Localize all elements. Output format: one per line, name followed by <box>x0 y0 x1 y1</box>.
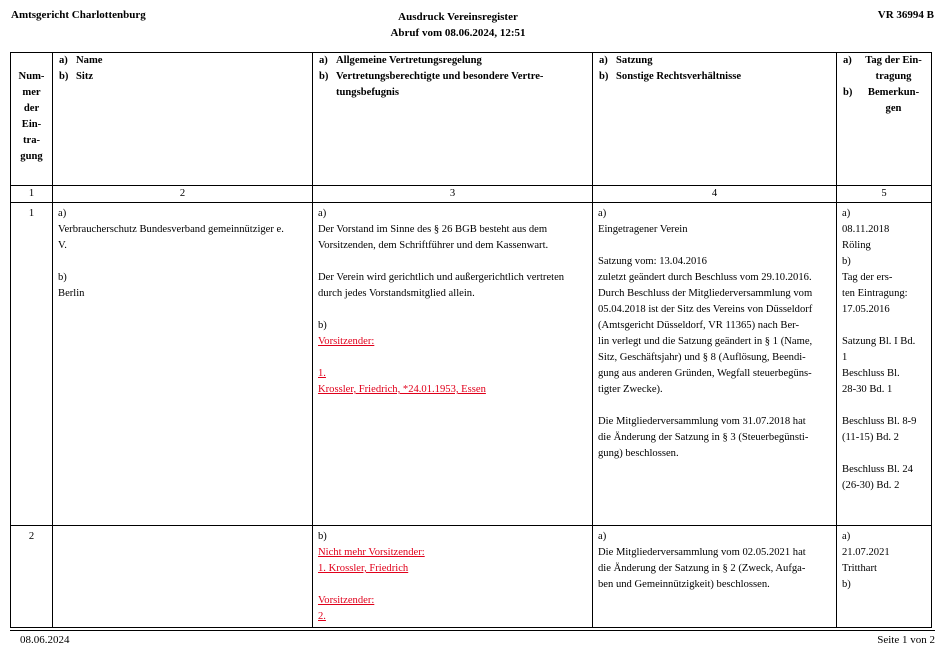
document-title <box>358 9 558 41</box>
association-seat: Berlin <box>58 288 85 299</box>
column-number-row <box>11 186 932 203</box>
footer-date: 08.06.2024 <box>20 634 70 646</box>
entry-representation-cell: b) Nicht mehr Vorsitzender: 1. Krossler, Friedrich Vorsitzender: 2. <box>313 526 593 628</box>
entry-statute-cell: a) Eingetragener Verein Satzung vom: 13.04.2016 zuletzt geändert durch Beschluss vom 29.10.2016. Durch Beschluss der Mitgliederversammlung vom 05.04.2018 ist der Sitz des Vereins von Düsseldorf (Amtsgericht Düsseldorf, VR 11365) nach Ber- lin verlegt und die Satzung geändert in § 1 (Name, Sitz, Geschäftsjahr) und § 8 (Auflösung, Beendi- gung aus anderen Gründen, Wegfall steuerbegüns- tigter Zwecke). Die Mitgliederversammlung vom 31.07.2018 hat die Änderung der Satzung in § 3 (Steuerbegünsti- gung) beschlossen. <box>593 203 837 526</box>
entry-number: 1 <box>11 203 53 526</box>
column-number: 1 <box>11 186 53 203</box>
no-longer-chair-label: Nicht mehr Vorsitzender: <box>318 547 425 558</box>
column-number: 5 <box>837 186 932 203</box>
column-number: 3 <box>313 186 593 203</box>
entry-statute-cell: a) Die Mitgliederversammlung vom 02.05.2021 hat die Änderung der Satzung in § 2 (Zweck, Aufga- ben und Gemeinnützigkeit) beschlossen. <box>593 526 837 628</box>
header-representation-col: a) Allgemeine Vertretungsregelung b) Vertretungsberechtigte und besondere Vertre- tungsbefugnis <box>313 53 593 186</box>
header-row <box>11 53 932 186</box>
entry-name-cell: a) Verbraucherschutz Bundesverband gemeinnütziger e. V. b) Berlin <box>53 203 313 526</box>
entry-date-cell: a) 08.11.2018 Röling b) Tag der ers- ten Eintragung: 17.05.2016 Satzung Bl. I Bd. 1 Beschluss Bl. 28-30 Bd. 1 Beschluss Bl. 8-9 (11-15) Bd. 2 Beschluss Bl. 24 (26-30) Bd. 2 <box>837 203 932 526</box>
no-longer-chair-person: 1. Krossler, Friedrich <box>318 563 409 574</box>
table-row <box>11 203 932 526</box>
entry-date: 21.07.2021 <box>842 547 890 558</box>
entry-representation-cell: a) Der Vorstand im Sinne des § 26 BGB besteht aus dem Vorsitzenden, dem Schriftführer und dem Kassenwart. Der Verein wird gerichtlich und außergerichtlich vertreten durch jedes Vorstandsmitglied allein. b) Vorsitzender: 1. Krossler, Friedrich, *24.01.1953, Essen <box>313 203 593 526</box>
page-indicator: Seite 1 von 2 <box>877 634 935 646</box>
deleted-chair-person: Krossler, Friedrich, *24.01.1953, Essen <box>318 384 486 395</box>
register-number: VR 36994 B <box>877 9 934 21</box>
footer-divider <box>10 630 935 631</box>
court-name: Amtsgericht Charlottenburg <box>11 9 146 21</box>
header-name-col: a) Name b) Sitz <box>53 53 313 186</box>
chair-label: Vorsitzender: <box>318 595 375 606</box>
entry-date: 08.11.2018 <box>842 224 890 235</box>
column-number: 4 <box>593 186 837 203</box>
entry-name-cell <box>53 526 313 628</box>
register-table <box>10 52 932 628</box>
header-statute-col: a) Satzung b) Sonstige Rechtsverhältnisse <box>593 53 837 186</box>
deleted-chair-label: Vorsitzender: <box>318 336 375 347</box>
title: Ausdruck Vereinsregister <box>398 11 518 23</box>
entry-date-cell: a) 21.07.2021 Tritthart b) <box>837 526 932 628</box>
table-row <box>11 526 932 628</box>
column-number: 2 <box>53 186 313 203</box>
entry-number: 2 <box>11 526 53 628</box>
header-number-col: Num- mer der Ein- tra- gung <box>11 53 53 186</box>
header-date-col: a) Tag der Ein- tragung b) Bemerkun- gen <box>837 53 932 186</box>
retrieval-timestamp: Abruf vom 08.06.2024, 12:51 <box>390 27 526 39</box>
association-name: Verbraucherschutz Bundesverband gemeinnütziger e. <box>58 224 284 235</box>
